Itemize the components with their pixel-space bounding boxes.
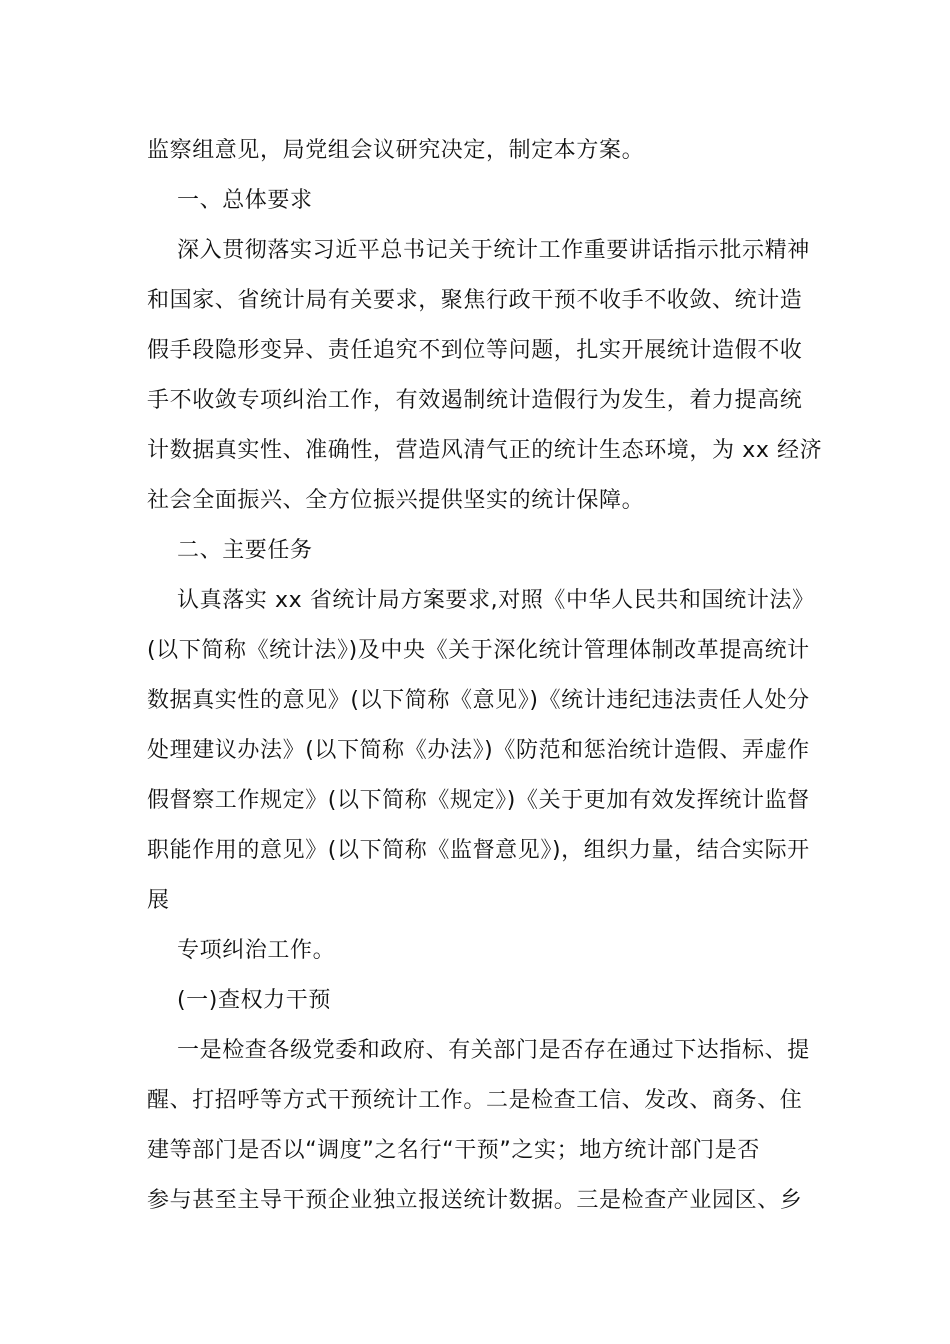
body-text-line: 认真落实 xx 省统计局方案要求,对照《中华人民共和国统计法》 xyxy=(177,588,815,613)
body-text-line: 和国家、省统计局有关要求，聚焦行政干预不收手不收敛、统计造 xyxy=(147,288,803,313)
body-text-line: 假督察工作规定》(以下简称《规定》)《关于更加有效发挥统计监督 xyxy=(147,788,810,813)
body-text-line: 展 xyxy=(147,888,170,913)
body-text-line: 手不收敛专项纠治工作，有效遏制统计造假行为发生，着力提高统 xyxy=(147,388,803,413)
body-text-line: 数据真实性的意见》(以下简称《意见》)《统计违纪违法责任人处分 xyxy=(147,688,810,713)
subsection-heading: (一)查权力干预 xyxy=(177,988,331,1013)
section-heading: 二、主要任务 xyxy=(177,538,313,563)
body-text-line: 建等部门是否以“调度”之名行“干预”之实；地方统计部门是否 xyxy=(147,1138,760,1163)
section-heading: 一、总体要求 xyxy=(177,188,313,213)
body-text-line: 参与甚至主导干预企业独立报送统计数据。三是检查产业园区、乡 xyxy=(147,1188,803,1213)
body-text-line: 社会全面振兴、全方位振兴提供坚实的统计保障。 xyxy=(147,488,645,513)
body-text-line: 假手段隐形变异、责任追究不到位等问题，扎实开展统计造假不收 xyxy=(147,338,803,363)
body-text-line: 一是检查各级党委和政府、有关部门是否存在通过下达指标、提 xyxy=(177,1038,810,1063)
body-text-line: 专项纠治工作。 xyxy=(177,938,336,963)
body-text-line: 监察组意见，局党组会议研究决定，制定本方案。 xyxy=(147,138,645,163)
body-text-line: 计数据真实性、准确性，营造风清气正的统计生态环境，为 xx 经济 xyxy=(147,438,823,463)
body-text-line: 醒、打招呼等方式干预统计工作。二是检查工信、发改、商务、住 xyxy=(147,1088,803,1113)
body-text-line: 职能作用的意见》(以下简称《监督意见》)，组织力量，结合实际开 xyxy=(147,838,810,863)
body-text-line: 深入贯彻落实习近平总书记关于统计工作重要讲话指示批示精神 xyxy=(177,238,810,263)
body-text-line: (以下简称《统计法》)及中央《关于深化统计管理体制改革提高统计 xyxy=(147,638,810,663)
body-text-line: 处理建议办法》(以下简称《办法》)《防范和惩治统计造假、弄虚作 xyxy=(147,738,810,763)
